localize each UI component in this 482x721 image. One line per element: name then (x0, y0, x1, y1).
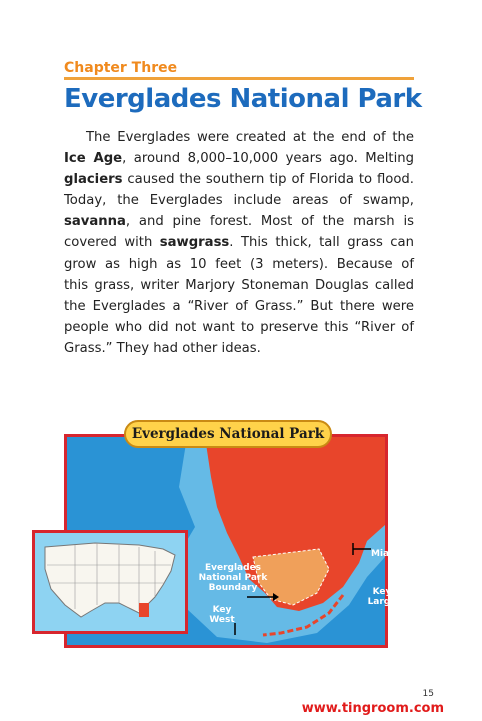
chapter-label: Chapter Three (64, 60, 178, 76)
paragraph-line (64, 211, 414, 232)
text-run: . This thick, tall grass can (229, 235, 414, 251)
text-run: covered with (64, 235, 160, 251)
paragraph-line (64, 232, 414, 253)
usa-inset-map (32, 530, 188, 634)
paragraph-line (64, 148, 414, 169)
paragraph-line (64, 169, 414, 190)
glossary-term: glaciers (64, 172, 123, 188)
page-title: Everglades National Park (64, 84, 422, 114)
page-number: 15 (422, 689, 434, 699)
paragraph-line (64, 275, 414, 296)
glossary-term: savanna (64, 214, 126, 230)
text-run: grow as high as 10 feet (3 meters). Because of (64, 256, 414, 272)
paragraph-line (64, 338, 414, 359)
text-run: this grass, writer Marjory Stoneman Douglas called (64, 277, 414, 293)
paragraph-line (64, 190, 414, 211)
usa-outline (35, 533, 185, 631)
glossary-term: Ice Age (64, 151, 123, 167)
text-run: Grass.” They had other ideas. (64, 340, 261, 356)
text-run: caused the southern tip of Florida to flood. (122, 172, 414, 188)
chapter-rule (64, 77, 414, 80)
text-run: Today, the Everglades include areas of swamp, (64, 193, 414, 209)
glossary-term: sawgrass (159, 235, 230, 251)
watermark: www.tingroom.com (301, 701, 444, 716)
map-figure (64, 418, 402, 648)
florida-highlight (139, 603, 149, 617)
body-paragraph (64, 127, 414, 359)
label-boundary: Everglades National Park Boundary (198, 563, 268, 593)
text-run: , and pine forest. Most of the marsh is (125, 214, 414, 230)
text-run: the Everglades a “River of Grass.” But there were (64, 298, 414, 314)
label-miami: Miami (371, 549, 402, 559)
text-run: The Everglades were created at the end of the (86, 130, 414, 145)
paragraph-line (64, 317, 414, 338)
paragraph-line (64, 254, 414, 275)
paragraph-line (64, 127, 414, 148)
label-key-west: Key West (209, 605, 235, 625)
map-title-banner: Everglades National Park (124, 420, 332, 448)
text-run: , around 8,000–10,000 years ago. Melting (122, 151, 414, 167)
paragraph-line (64, 296, 414, 317)
label-key-largo: Key Largo (367, 587, 397, 607)
text-run: people who did not want to preserve this “River of (64, 319, 414, 335)
